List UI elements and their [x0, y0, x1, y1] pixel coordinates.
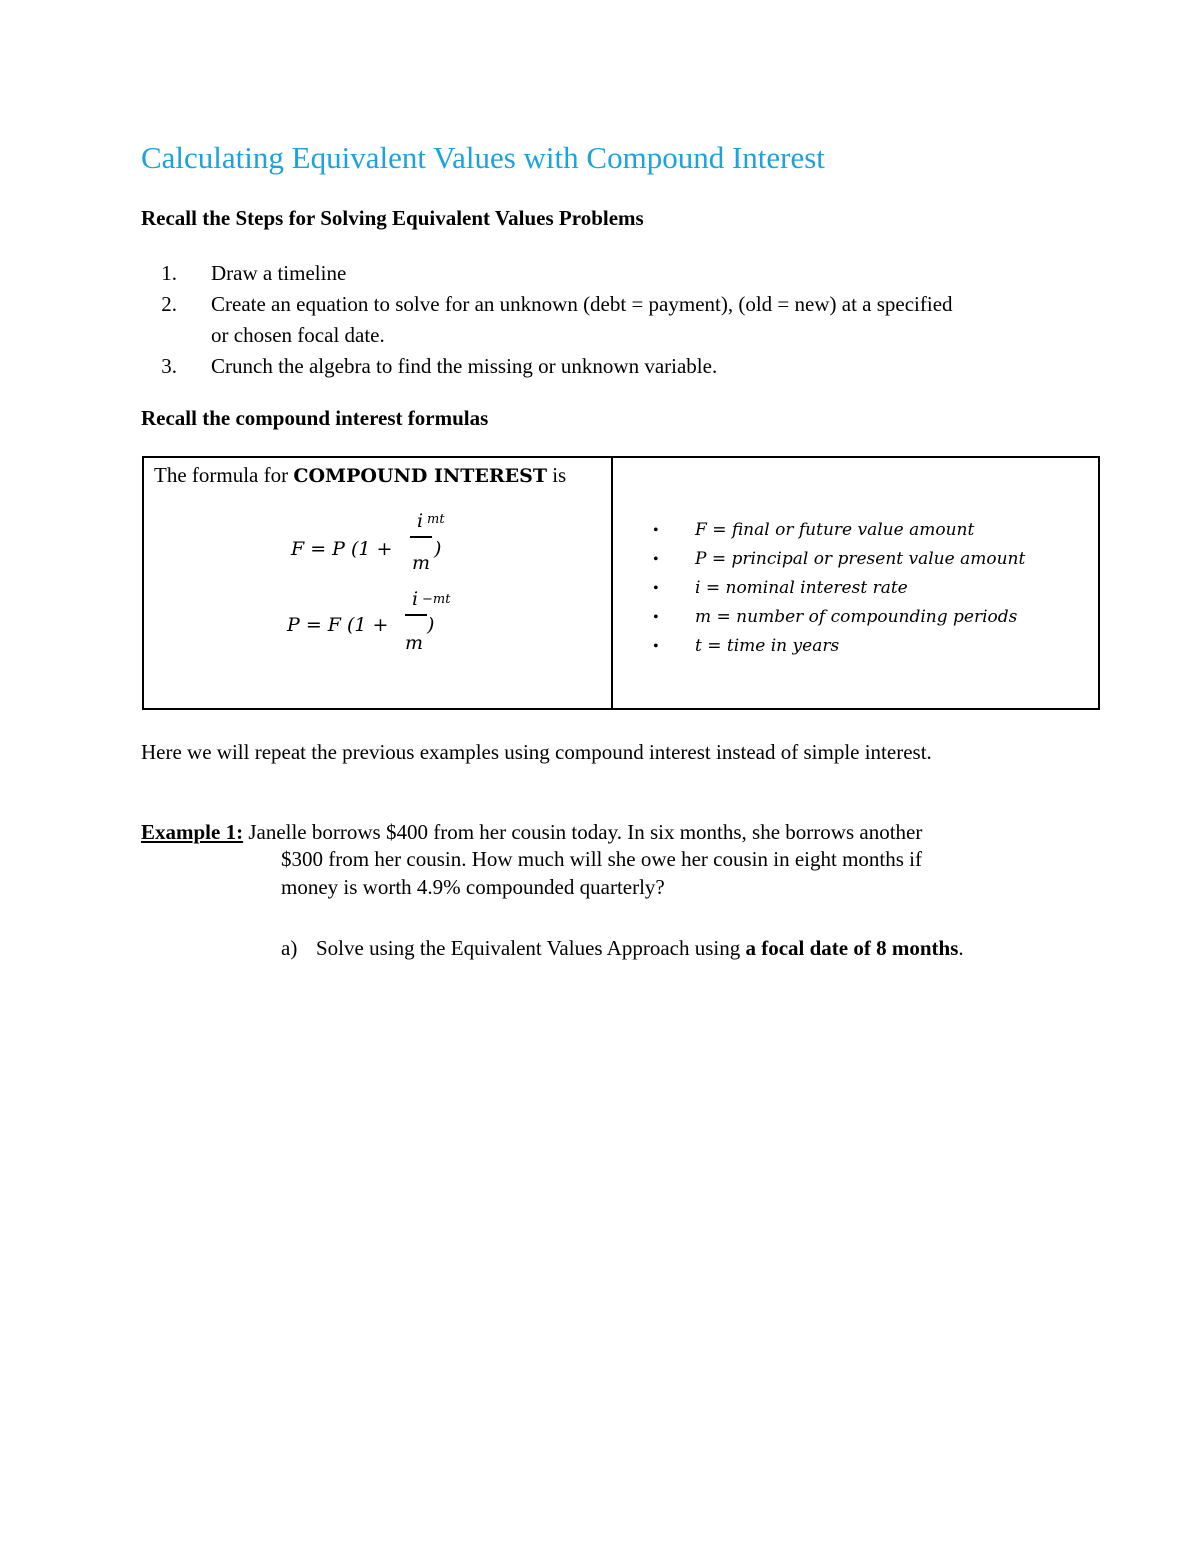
- list-item: [653, 545, 1025, 574]
- formula-intro-prefix: The formula for: [154, 463, 294, 487]
- definition-text: F = final or future value amount: [695, 520, 975, 540]
- sub-question-suffix: .: [958, 936, 964, 960]
- formula-future-value-numerator: i: [416, 510, 424, 532]
- formula-present-value-lhs: P = F (1 +: [287, 614, 389, 636]
- formula-cell: [144, 458, 613, 708]
- formula-table: [142, 456, 1100, 710]
- list-item: [653, 516, 1025, 545]
- sub-question-text: Solve using the Equivalent Values Approach using: [316, 936, 746, 960]
- definition-text: P = principal or present value amount: [695, 549, 1026, 569]
- formula-present-value-numerator: i: [411, 588, 419, 610]
- step-text: Create an equation to solve for an unknown (debt = payment), (old = new) at a specified: [211, 292, 953, 316]
- formula-present-value-exponent: −mt: [422, 592, 451, 607]
- list-item: [653, 574, 1025, 603]
- definition-text: i = nominal interest rate: [695, 578, 908, 598]
- list-item: [141, 351, 1061, 382]
- page-title: Calculating Equivalent Values with Compound Interest: [141, 140, 825, 175]
- example-line-2: $300 from her cousin. How much will she owe her cousin in eight months if: [281, 847, 922, 871]
- definition-text: m = number of compounding periods: [695, 607, 1018, 627]
- steps-list: [141, 258, 1061, 382]
- formula-intro: [154, 463, 566, 488]
- formula-future-value-denominator: m: [411, 552, 431, 574]
- intro-paragraph: Here we will repeat the previous examples using compound interest instead of simple interest.: [141, 740, 932, 764]
- definition-text: t = time in years: [695, 636, 840, 656]
- example-line-3: money is worth 4.9% compounded quarterly?: [281, 875, 665, 899]
- sub-question-bold: a focal date of 8 months: [745, 936, 959, 960]
- step-number: 3.: [161, 354, 177, 378]
- step-number: 1.: [161, 261, 177, 285]
- formula-present-value-close: ): [427, 614, 435, 636]
- list-item: [141, 258, 1061, 289]
- formulas-heading: Recall the compound interest formulas: [141, 406, 489, 430]
- fraction-bar: [405, 614, 427, 616]
- step-text: Crunch the algebra to find the missing or unknown variable.: [211, 354, 718, 378]
- formula-future-value-lhs: F = P (1 +: [291, 538, 393, 560]
- formula-future-value-exponent: mt: [427, 512, 445, 527]
- sub-question-a: [281, 936, 964, 961]
- bullet-icon: •: [653, 522, 659, 539]
- step-number: [141, 320, 177, 351]
- steps-heading: Recall the Steps for Solving Equivalent Values Problems: [141, 206, 644, 230]
- bullet-icon: •: [653, 580, 659, 597]
- definitions-cell: [613, 458, 1098, 708]
- formula-future-value-close: ): [434, 538, 442, 560]
- step-text: Draw a timeline: [211, 261, 347, 285]
- formula-intro-bold: COMPOUND INTEREST: [293, 465, 547, 487]
- fraction-bar: [410, 536, 432, 538]
- list-item: [653, 632, 1025, 661]
- list-item: [141, 320, 1061, 351]
- example-1: [141, 818, 1101, 846]
- sub-question-letter: a): [281, 936, 298, 960]
- bullet-icon: •: [653, 609, 659, 626]
- step-number: 2.: [161, 292, 177, 316]
- example-line-1: Janelle borrows $400 from her cousin today. In six months, she borrows another: [243, 820, 923, 844]
- list-item: [653, 603, 1025, 632]
- example-label: Example 1:: [141, 820, 244, 844]
- bullet-icon: •: [653, 551, 659, 568]
- formula-present-value-denominator: m: [404, 632, 424, 654]
- formula-intro-suffix: is: [546, 463, 567, 487]
- list-item: [141, 289, 1061, 320]
- bullet-icon: •: [653, 638, 659, 655]
- step-text: or chosen focal date.: [211, 323, 385, 347]
- variable-definitions: [653, 516, 1025, 661]
